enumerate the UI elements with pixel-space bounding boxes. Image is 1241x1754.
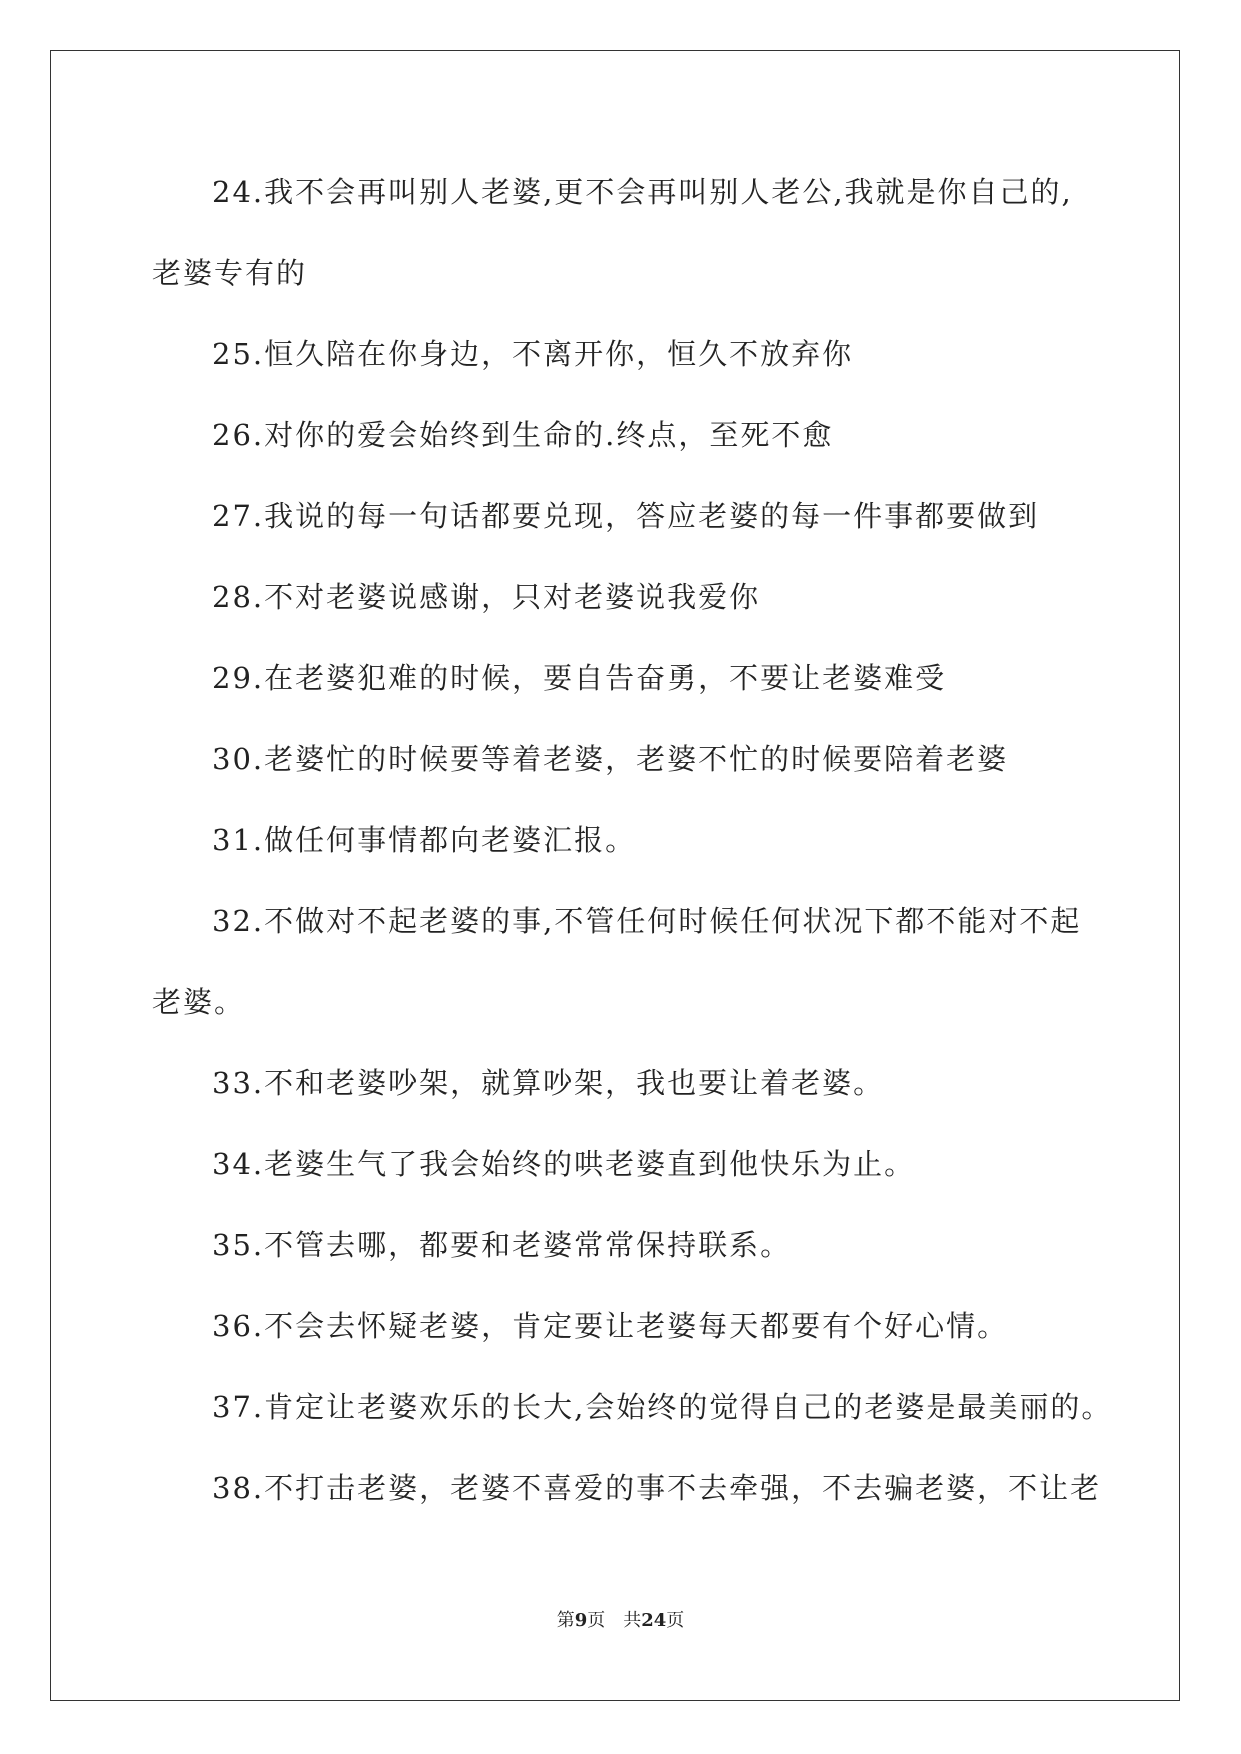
text-line-24-cont: 老婆专有的 — [152, 256, 308, 290]
text-line-27: 27.我说的每一句话都要兑现，答应老婆的每一件事都要做到 — [212, 499, 1040, 533]
footer-page-number: 9 — [574, 1610, 588, 1631]
text-line-29: 29.在老婆犯难的时候，要自告奋勇，不要让老婆难受 — [212, 661, 947, 695]
text-line-25: 25.恒久陪在你身边，不离开你，恒久不放弃你 — [212, 337, 854, 371]
text-line-28: 28.不对老婆说感谢，只对老婆说我爱你 — [212, 580, 761, 614]
footer-prefix: 第 — [556, 1610, 575, 1631]
text-line-37: 37.肯定让老婆欢乐的长大,会始终的觉得自己的老婆是最美丽的。 — [212, 1390, 1113, 1424]
text-line-32: 32.不做对不起老婆的事,不管任何时候任何状况下都不能对不起 — [212, 904, 1082, 938]
page-footer — [0, 1612, 1241, 1630]
footer-total-pages: 24 — [641, 1610, 667, 1631]
text-line-33: 33.不和老婆吵架，就算吵架，我也要让着老婆。 — [212, 1066, 885, 1100]
text-line-38: 38.不打击老婆，老婆不喜爱的事不去牵强，不去骗老婆，不让老 — [212, 1471, 1102, 1505]
text-line-35: 35.不管去哪，都要和老婆常常保持联系。 — [212, 1228, 792, 1262]
text-line-34: 34.老婆生气了我会始终的哄老婆直到他快乐为止。 — [212, 1147, 916, 1181]
page-border — [50, 50, 1180, 1701]
text-line-32-cont: 老婆。 — [152, 985, 246, 1019]
text-line-24: 24.我不会再叫别人老婆,更不会再叫别人老公,我就是你自己的, — [212, 175, 1073, 209]
text-line-31: 31.做任何事情都向老婆汇报。 — [212, 823, 637, 857]
text-line-30: 30.老婆忙的时候要等着老婆，老婆不忙的时候要陪着老婆 — [212, 742, 1009, 776]
text-line-36: 36.不会去怀疑老婆，肯定要让老婆每天都要有个好心情。 — [212, 1309, 1009, 1343]
text-line-26: 26.对你的爱会始终到生命的.终点，至死不愈 — [212, 418, 834, 452]
footer-suffix: 页 — [666, 1610, 685, 1631]
footer-mid: 页 共 — [587, 1610, 642, 1631]
